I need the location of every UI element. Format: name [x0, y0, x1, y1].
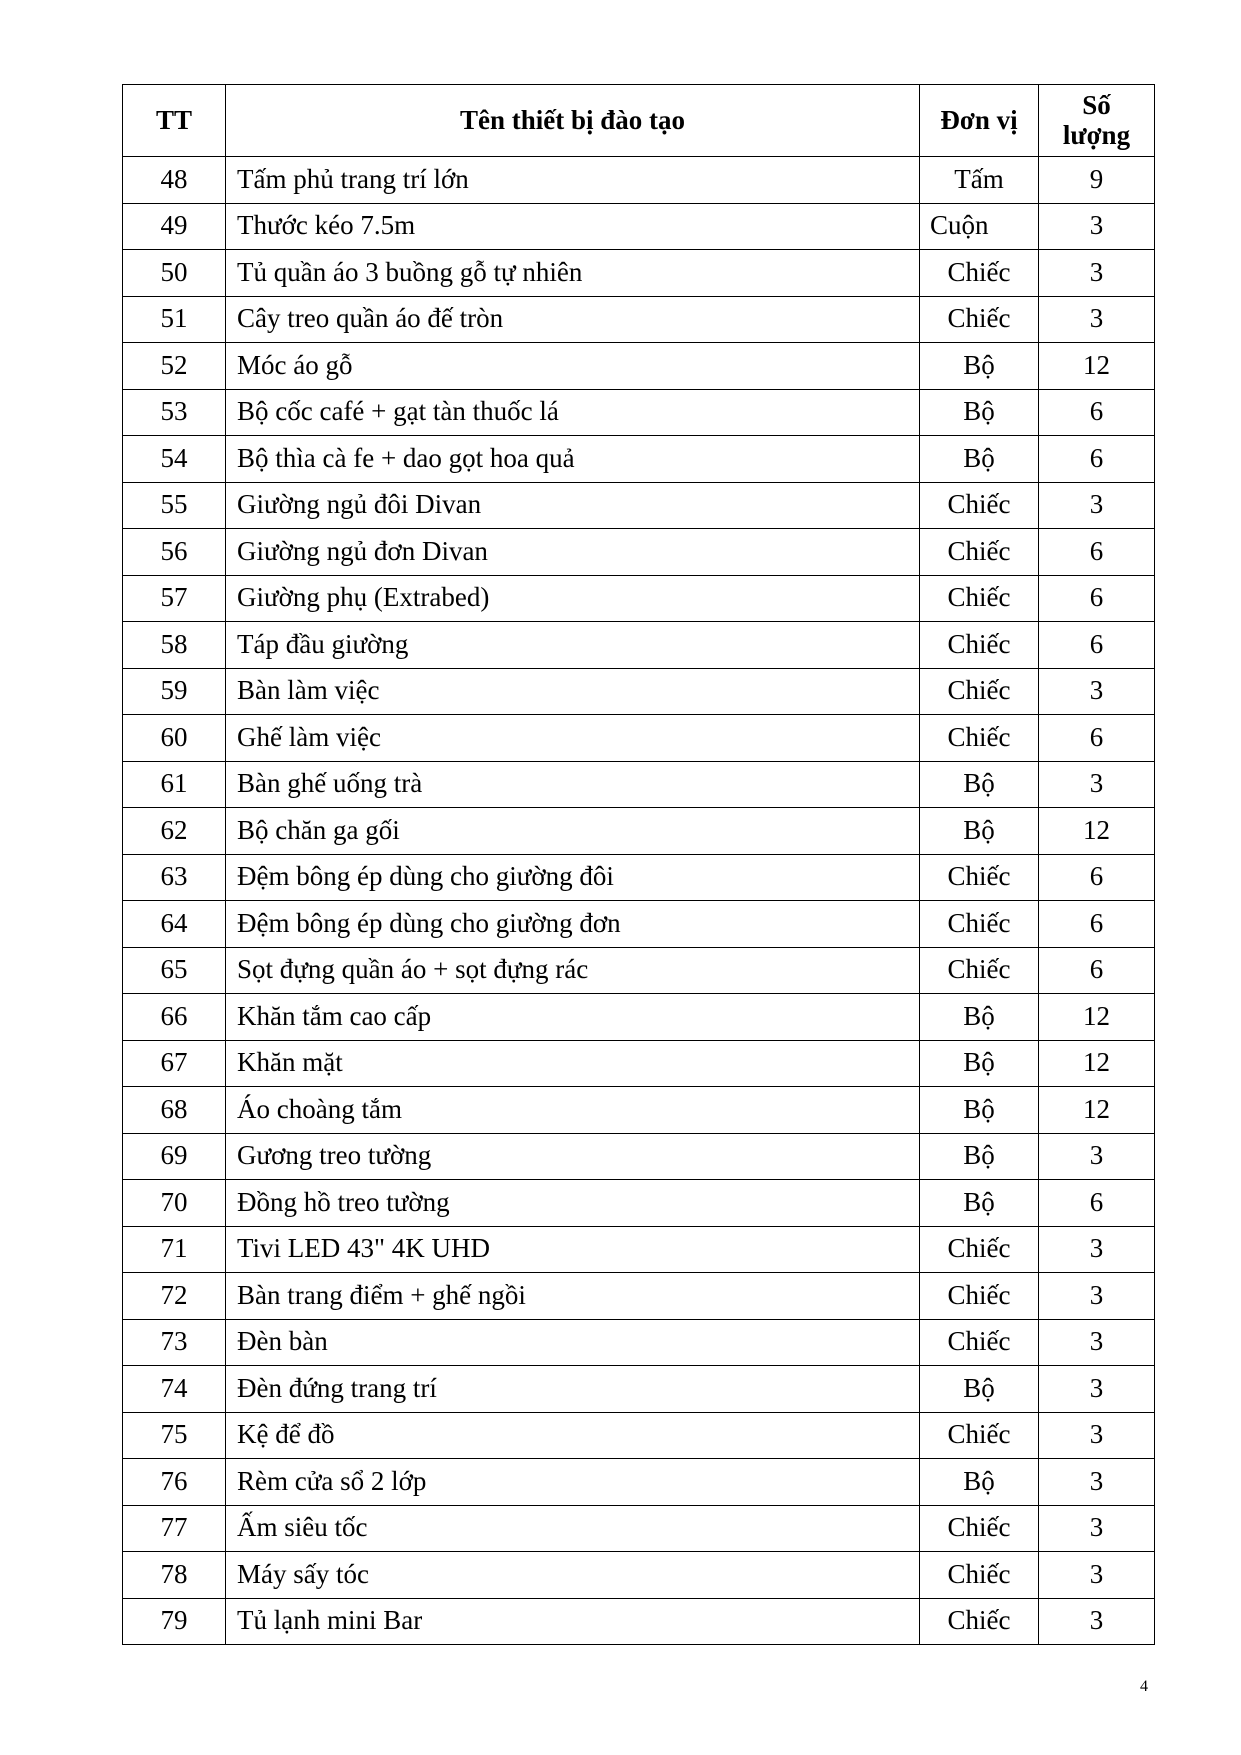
cell-name: Ấm siêu tốc	[226, 1505, 920, 1552]
cell-qty: 6	[1039, 529, 1155, 576]
table-row	[123, 157, 1155, 204]
cell-tt: 67	[123, 1040, 226, 1087]
cell-tt: 75	[123, 1412, 226, 1459]
cell-qty: 9	[1039, 157, 1155, 204]
cell-qty: 3	[1039, 1273, 1155, 1320]
cell-unit: Chiếc	[920, 482, 1039, 529]
cell-qty: 3	[1039, 1319, 1155, 1366]
table-row	[123, 575, 1155, 622]
cell-name: Bàn làm việc	[226, 668, 920, 715]
cell-tt: 74	[123, 1366, 226, 1413]
cell-name: Kệ để đồ	[226, 1412, 920, 1459]
table-row	[123, 1366, 1155, 1413]
cell-unit: Bộ	[920, 1459, 1039, 1506]
table-row	[123, 1598, 1155, 1645]
cell-name: Tủ quần áo 3 buồng gỗ tự nhiên	[226, 250, 920, 297]
header-qty-line1: Số	[1082, 89, 1111, 120]
cell-name: Bàn ghế uống trà	[226, 761, 920, 808]
equipment-table	[122, 84, 1155, 1645]
cell-name: Đệm bông ép dùng cho giường đơn	[226, 901, 920, 948]
cell-name: Đèn đứng trang trí	[226, 1366, 920, 1413]
cell-tt: 73	[123, 1319, 226, 1366]
cell-name: Đồng hồ treo tường	[226, 1180, 920, 1227]
cell-unit: Chiếc	[920, 901, 1039, 948]
cell-unit: Chiếc	[920, 1552, 1039, 1599]
cell-qty: 3	[1039, 1412, 1155, 1459]
cell-qty: 6	[1039, 854, 1155, 901]
cell-qty: 3	[1039, 203, 1155, 250]
table-row	[123, 1273, 1155, 1320]
cell-qty: 12	[1039, 994, 1155, 1041]
cell-unit: Bộ	[920, 436, 1039, 483]
cell-name: Tủ lạnh mini Bar	[226, 1598, 920, 1645]
cell-qty: 12	[1039, 343, 1155, 390]
cell-qty: 3	[1039, 1226, 1155, 1273]
header-unit: Đơn vị	[920, 85, 1039, 157]
cell-qty: 6	[1039, 901, 1155, 948]
cell-qty: 3	[1039, 1505, 1155, 1552]
cell-tt: 58	[123, 622, 226, 669]
cell-unit: Chiếc	[920, 1412, 1039, 1459]
table-row	[123, 854, 1155, 901]
cell-unit: Bộ	[920, 1133, 1039, 1180]
table-body	[123, 157, 1155, 1645]
cell-qty: 3	[1039, 1552, 1155, 1599]
table-row	[123, 715, 1155, 762]
table-row	[123, 1459, 1155, 1506]
cell-unit: Chiếc	[920, 715, 1039, 762]
cell-unit: Chiếc	[920, 1319, 1039, 1366]
cell-tt: 79	[123, 1598, 226, 1645]
cell-qty: 3	[1039, 296, 1155, 343]
table-row	[123, 1319, 1155, 1366]
cell-unit: Bộ	[920, 761, 1039, 808]
cell-tt: 50	[123, 250, 226, 297]
cell-unit: Bộ	[920, 994, 1039, 1041]
cell-tt: 68	[123, 1087, 226, 1134]
cell-tt: 56	[123, 529, 226, 576]
cell-name: Đèn bàn	[226, 1319, 920, 1366]
table-row	[123, 436, 1155, 483]
table-row	[123, 389, 1155, 436]
cell-name: Bàn trang điểm + ghế ngồi	[226, 1273, 920, 1320]
cell-qty: 12	[1039, 1087, 1155, 1134]
cell-unit: Chiếc	[920, 296, 1039, 343]
cell-qty: 3	[1039, 1459, 1155, 1506]
cell-unit: Bộ	[920, 1180, 1039, 1227]
cell-tt: 62	[123, 808, 226, 855]
cell-tt: 76	[123, 1459, 226, 1506]
cell-qty: 6	[1039, 1180, 1155, 1227]
cell-unit: Chiếc	[920, 1226, 1039, 1273]
cell-qty: 12	[1039, 808, 1155, 855]
cell-name: Áo choàng tắm	[226, 1087, 920, 1134]
cell-unit: Bộ	[920, 1366, 1039, 1413]
table-row	[123, 529, 1155, 576]
cell-name: Giường ngủ đôi Divan	[226, 482, 920, 529]
cell-qty: 6	[1039, 947, 1155, 994]
cell-unit: Bộ	[920, 343, 1039, 390]
cell-qty: 6	[1039, 436, 1155, 483]
table-row	[123, 1180, 1155, 1227]
cell-tt: 48	[123, 157, 226, 204]
header-tt: TT	[123, 85, 226, 157]
page-number: 4	[1140, 1678, 1148, 1695]
cell-tt: 49	[123, 203, 226, 250]
cell-name: Ghế làm việc	[226, 715, 920, 762]
table-row	[123, 482, 1155, 529]
cell-qty: 3	[1039, 1366, 1155, 1413]
cell-unit: Tấm	[920, 157, 1039, 204]
table-row	[123, 1505, 1155, 1552]
cell-qty: 3	[1039, 482, 1155, 529]
cell-unit: Chiếc	[920, 668, 1039, 715]
cell-name: Đệm bông ép dùng cho giường đôi	[226, 854, 920, 901]
cell-name: Bộ cốc café + gạt tàn thuốc lá	[226, 389, 920, 436]
table-row	[123, 1552, 1155, 1599]
table-row	[123, 296, 1155, 343]
table-row	[123, 203, 1155, 250]
cell-tt: 60	[123, 715, 226, 762]
cell-name: Bộ thìa cà fe + dao gọt hoa quả	[226, 436, 920, 483]
cell-tt: 57	[123, 575, 226, 622]
cell-tt: 55	[123, 482, 226, 529]
cell-unit: Chiếc	[920, 1598, 1039, 1645]
cell-unit: Bộ	[920, 808, 1039, 855]
cell-name: Thước kéo 7.5m	[226, 203, 920, 250]
table-row	[123, 808, 1155, 855]
cell-unit: Chiếc	[920, 575, 1039, 622]
cell-tt: 63	[123, 854, 226, 901]
table-header-row	[123, 85, 1155, 157]
cell-qty: 3	[1039, 250, 1155, 297]
cell-name: Khăn mặt	[226, 1040, 920, 1087]
cell-qty: 3	[1039, 1598, 1155, 1645]
table-row	[123, 1133, 1155, 1180]
cell-unit: Chiếc	[920, 1505, 1039, 1552]
table-row	[123, 622, 1155, 669]
cell-tt: 66	[123, 994, 226, 1041]
cell-qty: 3	[1039, 1133, 1155, 1180]
table-row	[123, 250, 1155, 297]
cell-qty: 12	[1039, 1040, 1155, 1087]
cell-name: Tivi LED 43" 4K UHD	[226, 1226, 920, 1273]
table-row	[123, 1087, 1155, 1134]
cell-qty: 3	[1039, 668, 1155, 715]
cell-unit: Bộ	[920, 1087, 1039, 1134]
table-row	[123, 1040, 1155, 1087]
cell-unit: Chiếc	[920, 529, 1039, 576]
cell-tt: 70	[123, 1180, 226, 1227]
cell-name: Sọt đựng quần áo + sọt đựng rác	[226, 947, 920, 994]
cell-name: Khăn tắm cao cấp	[226, 994, 920, 1041]
cell-tt: 69	[123, 1133, 226, 1180]
cell-tt: 71	[123, 1226, 226, 1273]
cell-tt: 64	[123, 901, 226, 948]
cell-qty: 3	[1039, 761, 1155, 808]
cell-tt: 59	[123, 668, 226, 715]
cell-name: Máy sấy tóc	[226, 1552, 920, 1599]
cell-tt: 54	[123, 436, 226, 483]
cell-unit: Chiếc	[920, 622, 1039, 669]
cell-name: Giường ngủ đơn Divan	[226, 529, 920, 576]
cell-name: Giường phụ (Extrabed)	[226, 575, 920, 622]
cell-qty: 6	[1039, 622, 1155, 669]
table-row	[123, 1226, 1155, 1273]
cell-tt: 52	[123, 343, 226, 390]
cell-tt: 78	[123, 1552, 226, 1599]
cell-qty: 6	[1039, 715, 1155, 762]
cell-unit: Chiếc	[920, 250, 1039, 297]
table-row	[123, 1412, 1155, 1459]
cell-tt: 65	[123, 947, 226, 994]
cell-unit: Chiếc	[920, 947, 1039, 994]
table-row	[123, 343, 1155, 390]
cell-unit: Bộ	[920, 389, 1039, 436]
cell-name: Móc áo gỗ	[226, 343, 920, 390]
cell-qty: 6	[1039, 575, 1155, 622]
table-row	[123, 947, 1155, 994]
cell-name: Táp đầu giường	[226, 622, 920, 669]
cell-name: Cây treo quần áo đế tròn	[226, 296, 920, 343]
table-row	[123, 901, 1155, 948]
cell-unit: Chiếc	[920, 854, 1039, 901]
cell-unit: Cuộn	[920, 203, 1039, 250]
cell-name: Rèm cửa sổ 2 lớp	[226, 1459, 920, 1506]
cell-tt: 61	[123, 761, 226, 808]
cell-name: Bộ chăn ga gối	[226, 808, 920, 855]
table-row	[123, 994, 1155, 1041]
table-row	[123, 761, 1155, 808]
cell-unit: Chiếc	[920, 1273, 1039, 1320]
table-row	[123, 668, 1155, 715]
cell-tt: 51	[123, 296, 226, 343]
cell-tt: 72	[123, 1273, 226, 1320]
cell-qty: 6	[1039, 389, 1155, 436]
cell-tt: 77	[123, 1505, 226, 1552]
cell-name: Gương treo tường	[226, 1133, 920, 1180]
header-qty	[1039, 85, 1155, 157]
cell-name: Tấm phủ trang trí lớn	[226, 157, 920, 204]
header-qty-line2: lượng	[1062, 119, 1131, 150]
header-name: Tên thiết bị đào tạo	[226, 85, 920, 157]
cell-unit: Bộ	[920, 1040, 1039, 1087]
cell-tt: 53	[123, 389, 226, 436]
